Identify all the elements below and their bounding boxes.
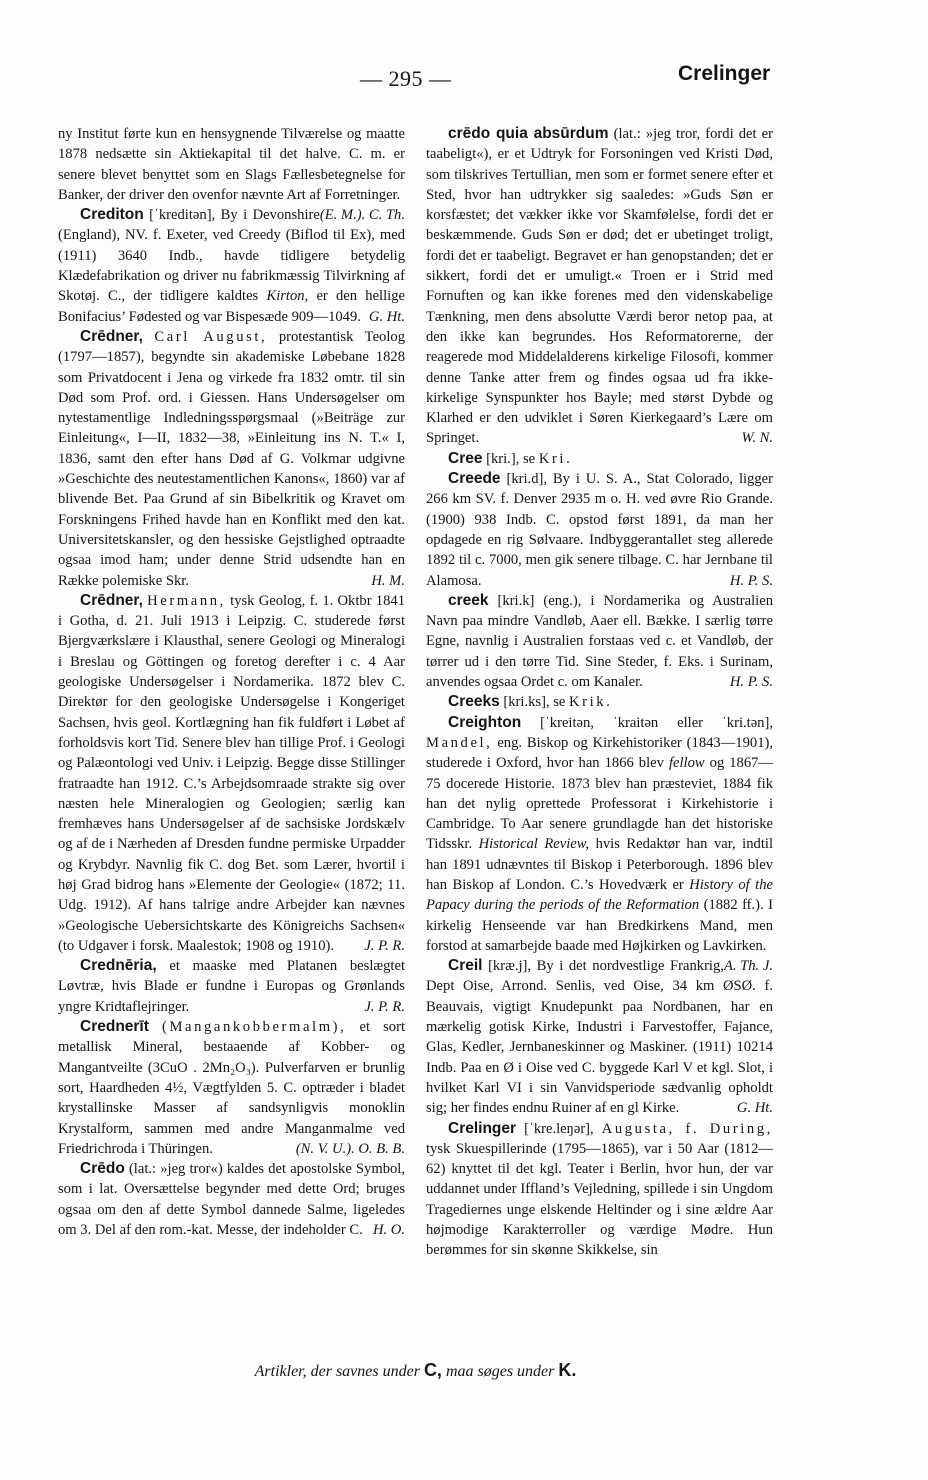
headword: creek xyxy=(448,591,489,609)
entry-creede: Creede [kri.d], By i U. S. A., Stat Colorado, ligger 266 km SV. f. Denver 2935 m o. H. ved øvre Rio Grande. (1900) 938 Indb. C. opstod først 1891, da man her opdagede en rig Sølvaare. Indbyggerantallet steg allerede 1892 til c. 7000, men gik senere tilbage. C. har Jernbane til Alamosa. H. P. S. xyxy=(426,469,773,591)
signature: J. P. R. xyxy=(364,998,405,1015)
headword: crēdo quia absūrdum xyxy=(448,125,609,142)
headword: Crediton xyxy=(80,206,144,224)
spaced-name: Mandel, xyxy=(426,734,493,751)
entry-credner-hermann: Crēdner, Hermann, tysk Geolog, f. 1. Oktbr 1841 i Gotha, d. 21. Juli 1913 i Leipzig. C. studerede først Bjergværkslære i Klausthal, senere Geologi og Mineralogi i Breslau og Göttingen og foretog derefter i c. 4 Aar geologiske Undersøgelser i Nordamerika. 1872 blev C. Direktør for den geologiske Undersøgelse i Kongeriget Sachsen, hvis geol. Kortlægning han fik fuldført i Løbet af forholdsvis kort Tid. Senere blev han tillige Prof. i Geologi og Palæontologi ved Univ. i Leipzig. Begge disse Stillinger fratraadte han 1912. C.’s Arbejdsomraade strakte sig over næsten hele Mineralogien og Geologien; særlig kan fremhæves hans Undersøgelser af de sachsiske Jordskælv og af de i Nærheden af Dresden fundne permiske Urpadder og Krybdyr. Navnlig fik C. dog Bet. som Lærer, hvortil i høj Grad bidrog hans »Elemente der Geologie« (1872; 11. Udg. 1912). Af hans talrige andre Arbejder kan nævnes »Geologische Uebersichtskarte des Königreichs Sachsen« (to Udgaver i forsk. Maalestok; 1908 og 1910). J. P. R. xyxy=(58,591,405,956)
signature: H. P. S. xyxy=(729,572,773,589)
entry-creek: creek [kri.k] (eng.), i Nordamerika og Australien Navn paa mindre Vandløb, Aaer ell. Bække. I særlig tørre Egne, navnlig i Australien forstaas ved c. et Vandløb, der tørrer ud i den tørre Tid. Sine Steder, f. Eks. i Surinam, anvendes ogsaa Ordet c. om Kanaler. H. P. S. xyxy=(426,591,773,692)
signature: H. P. S. xyxy=(729,674,773,691)
signature: H. M. xyxy=(371,572,405,589)
page-number: — 295 — xyxy=(360,66,452,91)
signature: W. N. xyxy=(741,430,773,447)
letter-c: C, xyxy=(423,1360,442,1380)
spaced-name: Carl August, xyxy=(154,328,268,345)
signature: J. P. R. xyxy=(364,937,405,954)
cross-reference: Krik. xyxy=(569,694,613,711)
headword: Crēdner, xyxy=(80,591,143,609)
entry-crednaria: Crednēria, et maaske med Platanen beslægtet Løvtræ, hvis Blade er fundne i Europas og Grønlands yngre Kridtaflejringer. J. P. R. xyxy=(58,956,405,1017)
entry-crediton: Crediton [ˈkreditən], By i Devonshire (England), NV. f. Exeter, ved Creedy (Biflod til Ex), med (1911) 3640 Indb., havde tidligere betydelig Klædefabrikation og driver nu fabrikmæssig Tilvirkning af Skotøj. C., der tidligere kaldtes Kirton, er den hellige Bonifacius’ Fødested og var Bispesæde 909—1049. G. Ht. xyxy=(58,205,405,327)
entry-continuation: ny Institut førte kun en hensygnende Tilværelse og maatte 1878 nedsætte sin Aktiekapital til det halve. C. m. er senere blevet benyttet som en Slags Fællesbetegnelse for Banker, der driver den ovenfor nævnte Art af Forretninger. (E. M.). C. Th. xyxy=(58,124,405,205)
headword: Creil xyxy=(448,957,483,975)
page-footer: Artikler, der savnes under C, maa søges under K. xyxy=(254,1360,577,1380)
spaced-name: Augusta, f. During, xyxy=(601,1120,773,1137)
signature: H. O. xyxy=(372,1222,405,1239)
entry-creighton: Creighton [ˈkreitən, ˈkraitən eller ˈkri.tən], Mandel, eng. Biskop og Kirkehistoriker (1843—1901), studerede i Oxford, hvor han 1866 blev fellow og 1867—75 docerede Historie. 1873 blev han præsteviet, 1884 fik han det nylig oprettede Professorat i Kirkehistorie i Cambridge. To Aar senere grundlagde han det historiske Tidsskr. Historical Review, hvis Redaktør han var, indtil han 1891 udnævntes til Biskop i Peterborough. 1896 blev han Biskop af London. C.’s Hovedværk er History of the Papacy during the periods of the Reformation (1882 ff.). I kirkelig Henseende var han Bredkirkens Mand, men forstod at samarbejde baade med Højkirken og Lavkirken. A. Th. J. xyxy=(426,713,773,957)
entry-credo: Crēdo (lat.: »jeg tror«) kaldes det apostolske Symbol, som i lat. Oversættelse begynder med dette Ord; bruges ogsaa om den af dette Symbol dannede Salme, ligeledes om 3. Del af den rom.-kat. Messe, der indeholder C. H. O. xyxy=(58,1159,405,1240)
spaced-name: Hermann, xyxy=(147,592,226,609)
headword: Creighton xyxy=(448,713,522,731)
letter-k: K. xyxy=(558,1360,577,1380)
entry-crednerit: Crednerīt (Mangankobbermalm), et sort metallisk Mineral, bestaaende af Kobber- og Mangantveilte (3CuO . 2Mn₂O₃). Pulverfarven er brunlig sort, Haardheden 4½, Vægtfylden 5. C. optræder i bladet krystallinske Masser af sandsynligvis monoklin Krystalform, sammen med andre Manganmalme ved Friedrichroda i Thüringen. (N. V. U.). O. B. B. xyxy=(58,1017,405,1159)
headword: Creede xyxy=(448,470,501,488)
entry-credner-carl: Crēdner, Carl August, protestantisk Teolog (1797—1857), begyndte sin akademiske Løbebane 1828 som Privatdocent i Jena og virkede fra 1832 omtr. til sin Død som Prof. ord. i Giessen. Hans Undersøgelser om nytestamentlige Indledningsspørgsmaal (»Beiträge zur Einleitung«, I—II, 1832—38, »Einleitung ins N. T.« I, 1836, samt den efter hans Død af G. Volkmar udgivne »Geschichte des neutestamentlichen Kanons«, 1860) var af blivende Bet. Paa Grund af sin Bibelkritik og Kravet om Forskningens Frihed havde han en Konflikt med den kat. Universitetskansler, og den hessiske Gejstlighed optraadte ogsaa imod ham; under denne Strid udsendte han en Række polemiske Skr. H. M. xyxy=(58,327,405,591)
cross-reference: Kri. xyxy=(538,450,573,467)
signature: (N. V. U.). O. B. B. xyxy=(295,1140,405,1157)
headword: Crēdner, xyxy=(80,327,143,345)
running-head: Crelinger xyxy=(678,62,771,85)
headword: Cree xyxy=(448,449,483,467)
signature: G. Ht. xyxy=(736,1100,773,1117)
spaced-name: (Mangankobbermalm), xyxy=(162,1019,347,1036)
entry-crelinger: Crelinger [ˈkre.leŋər], Augusta, f. During, tysk Skuespillerinde (1795—1865), var i 50 Aar (1812—62) knyttet til det kgl. Teater i Berlin, hvor hun, der var uddannet under Iffland’s Vejledning, spillede i sin Ungdom Tragediernes unge elskende Heltinder og i sine ældre Aar højmodige Karakterroller og værdige Mødre. Hun berømmes for sin skønne Skikkelse, sin xyxy=(426,1119,773,1259)
signature: A. Th. J. xyxy=(723,958,773,975)
entry-credo-quia-absurdum: crēdo quia absūrdum (lat.: »jeg tror, fordi det er taabeligt«), er et Udtryk for Forsoningen ved Kristi Død, som tilskrives Tertullian, men som er formet senere efter et Sted, hvor han udtrykker sig saaledes: »Guds Søn er korsfæstet; det vækker ikke vor Skamfølelse, fordi det er beskæmmende. Guds Søn er død; det er ubetinget troligt, fordi det er taabeligt. Begravet er han genopstanden; det er sikkert, fordi det er umuligt.« Troen er i Strid med Fornuften og kan ikke forenes med den videnskabelige Tænkning, men dens absolutte Værdi beror netop paa, at den ikke kan begrundes. Hos Reformatorerne, der reagerede mod Middelalderens kirkelige Filosofi, kommer denne Tanke atter frem og findes ogsaa ud fra ikke-kirkelige Synspunkter hos Bayle; med størst Dybde og Klarhed er den udviklet i Søren Kierkegaard’s Lære om Springet. W. N. xyxy=(426,124,773,449)
entry-creil: Creil [kræ.j], By i det nordvestlige Frankrig, Dept Oise, Arrond. Senlis, ved Oise, 34 km ØSØ. f. Beauvais, vigtigt Knudepunkt paa Nordbanen, har en mærkelig gotisk Kirke, Industri i Farvestoffer, Fajance, Glas, Kedler, Jernbaneskinner og Maskiner. (1911) 10214 Indb. Paa en Ø i Oise ved C. byggede Karl V et kgl. Slot, i hvilket Karl VI i sin Vanvidsperiode sædvanlig opholdt sig; her findes endnu Ruiner af en gl Kirke. G. Ht. xyxy=(426,956,773,1118)
signature: G. Ht. xyxy=(368,308,405,325)
right-column xyxy=(426,124,773,1346)
entry-creeks: Creeks [kri.ks], se Krik. xyxy=(448,693,613,711)
entry-cree: Cree [kri.], se Kri. xyxy=(448,449,573,467)
headword: Crelinger xyxy=(448,1119,517,1137)
headword: Crednēria, xyxy=(80,957,157,975)
headword: Crednerīt xyxy=(80,1018,149,1036)
headword: Creeks xyxy=(448,693,500,711)
signature: (E. M.). C. Th. xyxy=(319,207,405,224)
left-column xyxy=(58,124,405,1346)
headword: Crēdo xyxy=(80,1160,125,1178)
page-header xyxy=(60,62,773,102)
